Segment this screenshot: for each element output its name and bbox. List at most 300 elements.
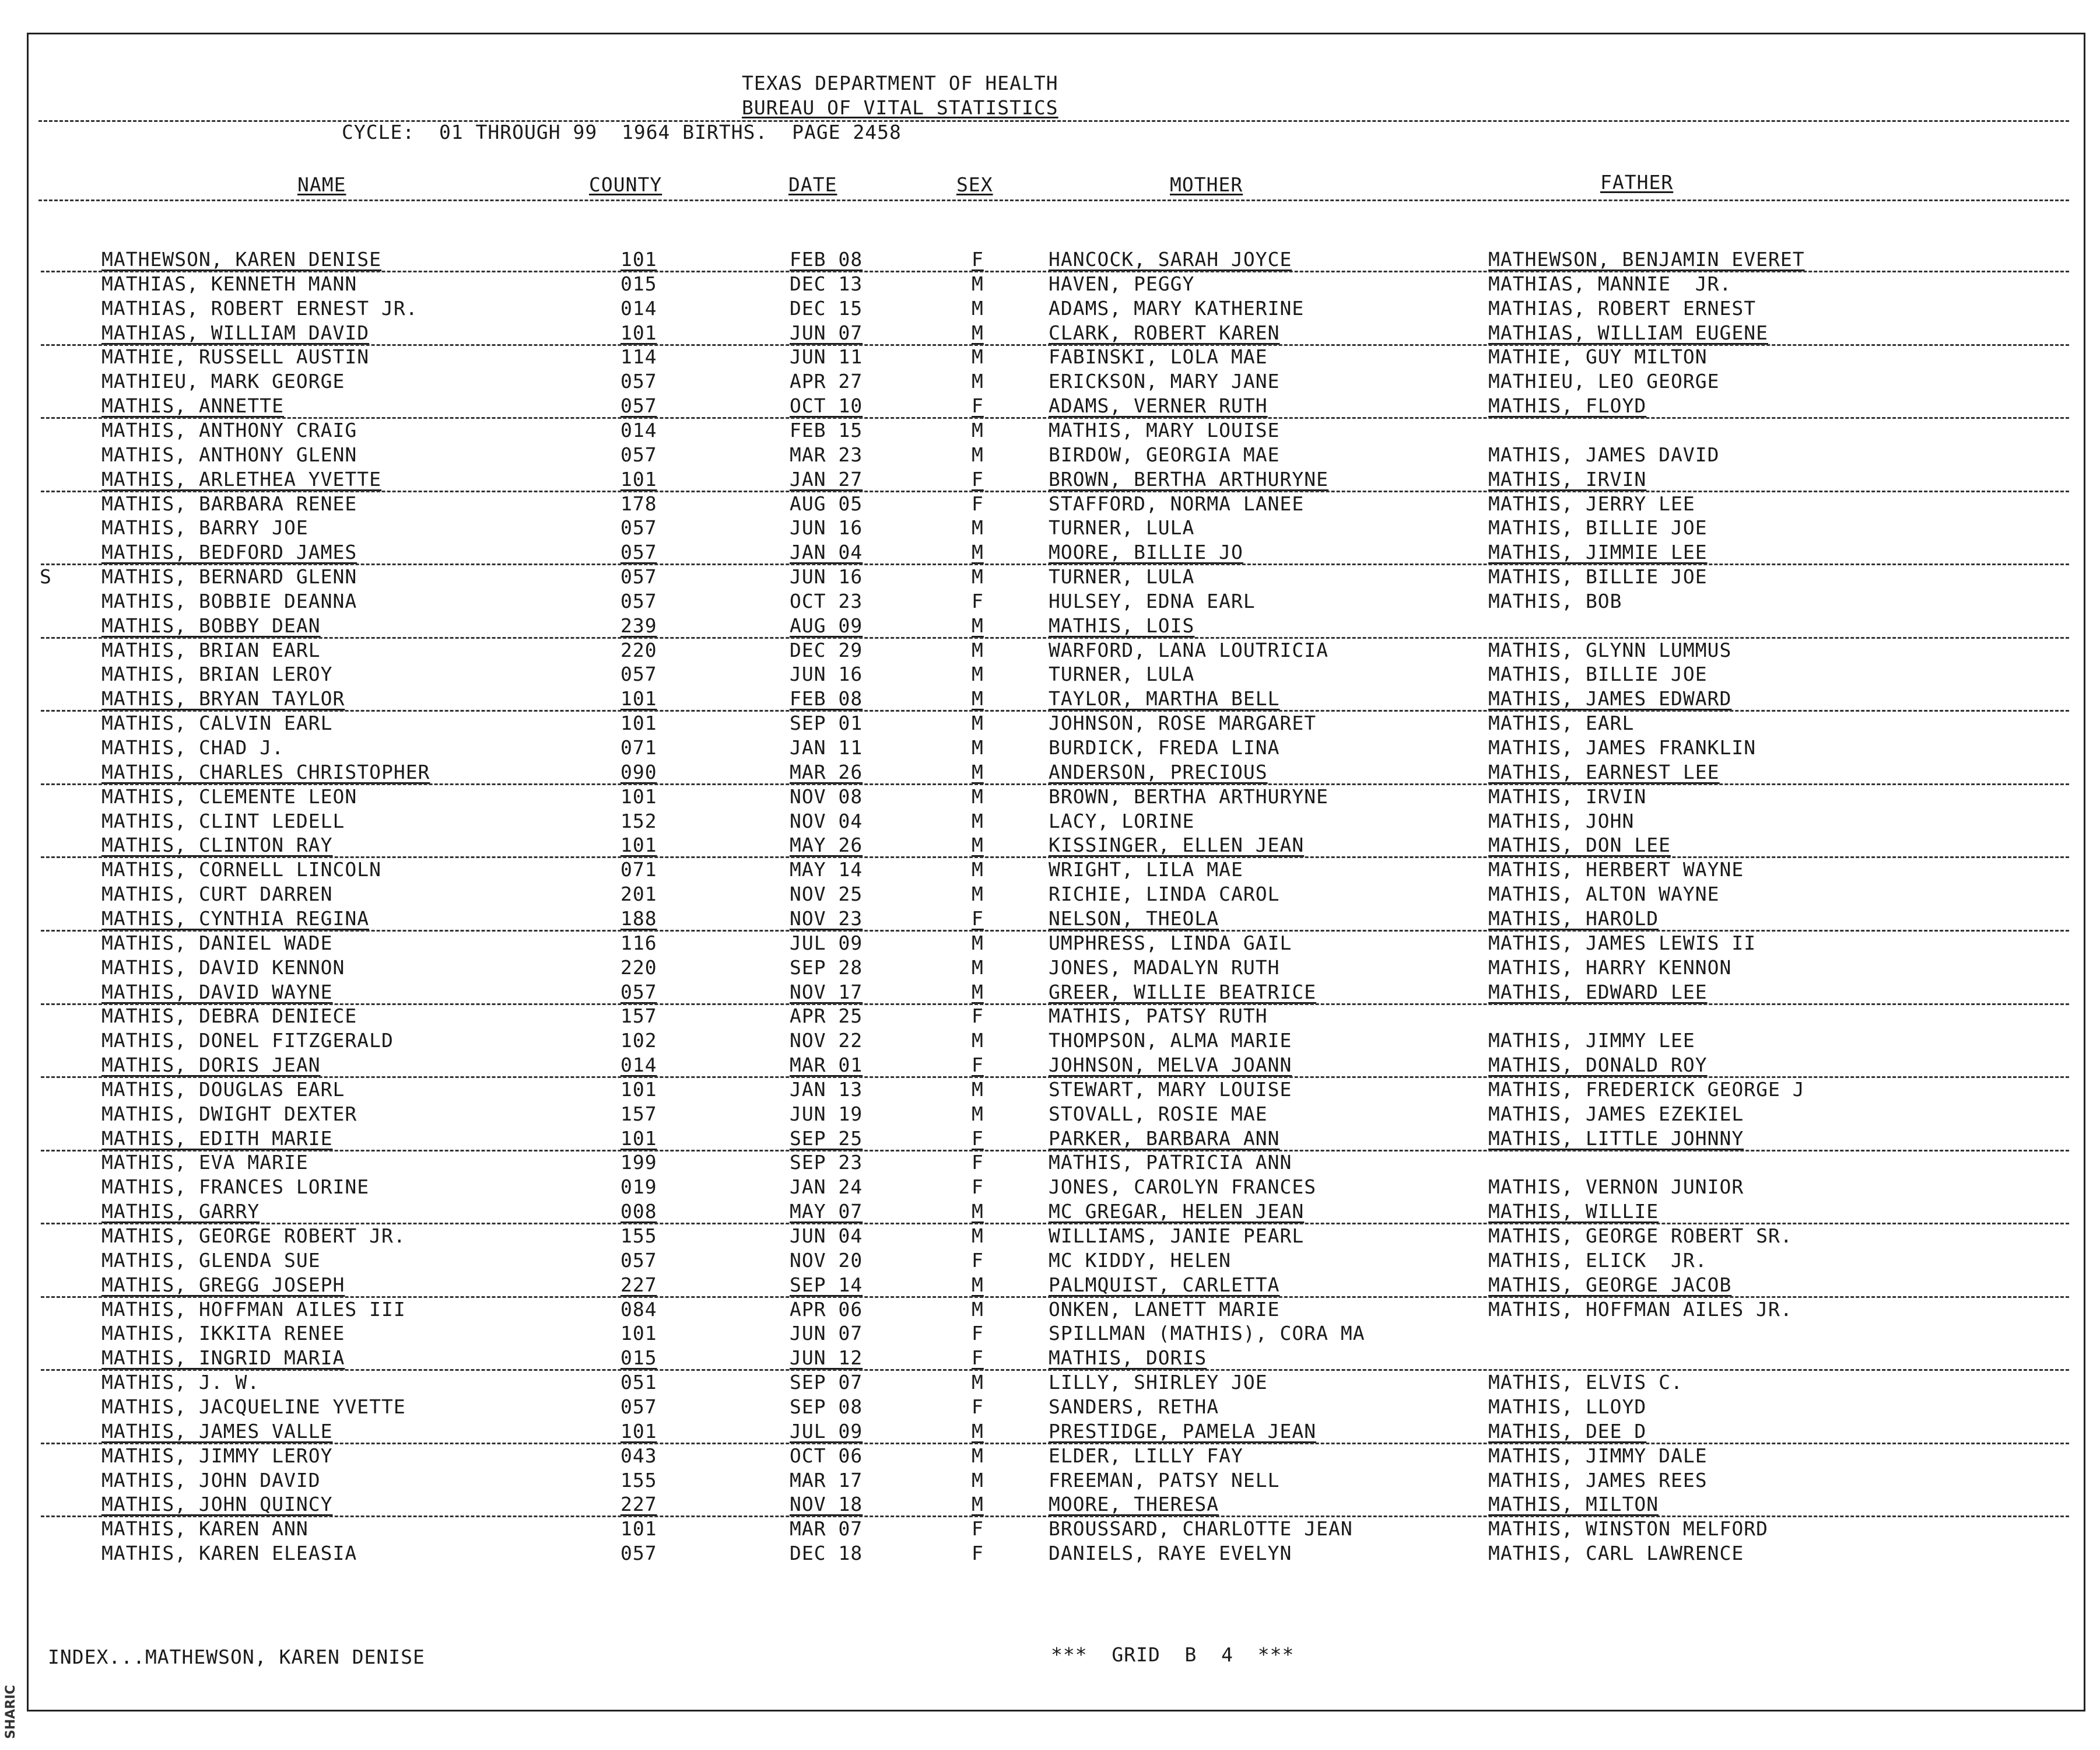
- record-date: JAN 24: [790, 1175, 863, 1198]
- record-date: MAR 23: [790, 443, 863, 466]
- record-name: MATHIS, GEORGE ROBERT JR.: [101, 1224, 406, 1247]
- record-date: SEP 01: [790, 712, 863, 734]
- record-county: 178: [620, 492, 657, 515]
- record-mother: MOORE, THERESA: [1049, 1493, 1219, 1516]
- record-mother: WILLIAMS, JANIE PEARL: [1049, 1224, 1305, 1247]
- record-county: 101: [620, 1322, 657, 1345]
- table-row: [0, 1199, 2100, 1223]
- record-name: MATHIS, CORNELL LINCOLN: [101, 858, 381, 881]
- record-date: NOV 22: [790, 1029, 863, 1052]
- record-date: JUN 11: [790, 345, 863, 368]
- record-date: JAN 27: [790, 468, 863, 491]
- record-sex: M: [972, 663, 984, 685]
- record-mother: THOMPSON, ALMA MARIE: [1049, 1029, 1292, 1052]
- record-mother: HULSEY, EDNA EARL: [1049, 590, 1256, 612]
- record-name: MATHIS, CLINTON RAY: [101, 834, 333, 856]
- record-county: 057: [620, 1542, 657, 1564]
- record-mother: RICHIE, LINDA CAROL: [1049, 883, 1280, 905]
- record-name: MATHIS, JIMMY LEROY: [101, 1444, 333, 1467]
- record-mother: MC GREGAR, HELEN JEAN: [1049, 1200, 1305, 1223]
- table-row: [0, 907, 2100, 930]
- record-father: MATHIS, EARNEST LEE: [1488, 761, 1720, 783]
- record-sex: M: [972, 321, 984, 344]
- record-name: MATHIS, BRYAN TAYLOR: [101, 687, 345, 710]
- record-father: MATHIE, GUY MILTON: [1488, 345, 1708, 368]
- record-sex: F: [972, 1127, 984, 1150]
- record-county: 057: [620, 394, 657, 417]
- record-father: MATHIS, MILTON: [1488, 1493, 1659, 1516]
- table-row: [0, 931, 2100, 955]
- table-row: [0, 1004, 2100, 1028]
- record-county: 008: [620, 1200, 657, 1223]
- record-sex: M: [972, 1273, 984, 1296]
- record-county: 101: [620, 1078, 657, 1101]
- record-sex: M: [972, 443, 984, 466]
- table-row: [0, 540, 2100, 564]
- record-mother: BROUSSARD, CHARLOTTE JEAN: [1049, 1517, 1353, 1540]
- record-sex: M: [972, 687, 984, 710]
- record-name: MATHIS, IKKITA RENEE: [101, 1322, 345, 1345]
- record-mother: JOHNSON, ROSE MARGARET: [1049, 712, 1317, 734]
- record-date: DEC 18: [790, 1542, 863, 1564]
- record-date: MAR 17: [790, 1469, 863, 1492]
- table-row: [0, 516, 2100, 540]
- record-county: 199: [620, 1151, 657, 1174]
- record-mother: STOVALL, ROSIE MAE: [1049, 1102, 1268, 1125]
- record-mother: MATHIS, PATSY RUTH: [1049, 1005, 1268, 1027]
- record-county: 057: [620, 981, 657, 1003]
- table-row: [0, 614, 2100, 638]
- record-date: SEP 28: [790, 956, 863, 979]
- record-county: 188: [620, 907, 657, 930]
- grid-footer: *** GRID B 4 ***: [1051, 1643, 1295, 1666]
- record-county: 157: [620, 1005, 657, 1027]
- record-sex: M: [972, 883, 984, 905]
- record-sex: M: [972, 1078, 984, 1101]
- table-row: [0, 565, 2100, 589]
- record-county: 101: [620, 468, 657, 491]
- record-father: MATHIS, GLYNN LUMMUS: [1488, 639, 1732, 662]
- record-date: MAY 14: [790, 858, 863, 881]
- record-mother: FABINSKI, LOLA MAE: [1049, 345, 1268, 368]
- record-sex: M: [972, 419, 984, 442]
- table-row: [0, 443, 2100, 467]
- record-date: FEB 08: [790, 687, 863, 710]
- record-name: MATHIS, BRIAN EARL: [101, 639, 321, 662]
- record-date: APR 27: [790, 370, 863, 393]
- record-father: MATHIS, HOFFMAN AILES JR.: [1488, 1298, 1793, 1321]
- record-sex: F: [972, 1322, 984, 1345]
- record-county: 015: [620, 1346, 657, 1369]
- record-sex: M: [972, 1224, 984, 1247]
- table-row: [0, 467, 2100, 491]
- record-father: MATHIS, ELICK JR.: [1488, 1249, 1708, 1272]
- table-row: [0, 1150, 2100, 1174]
- column-header-mother: MOTHER: [1170, 173, 1243, 196]
- record-sex: M: [972, 565, 984, 588]
- record-mother: TURNER, LULA: [1049, 565, 1195, 588]
- record-mother: TURNER, LULA: [1049, 516, 1195, 539]
- table-row: [0, 1273, 2100, 1297]
- record-sex: M: [972, 1029, 984, 1052]
- record-county: 227: [620, 1273, 657, 1296]
- record-date: JAN 13: [790, 1078, 863, 1101]
- record-county: 201: [620, 883, 657, 905]
- record-mother: MOORE, BILLIE JO: [1049, 541, 1243, 564]
- record-name: MATHIS, EDITH MARIE: [101, 1127, 333, 1150]
- record-county: 101: [620, 712, 657, 734]
- record-mother: TAYLOR, MARTHA BELL: [1049, 687, 1280, 710]
- record-father: MATHIS, FLOYD: [1488, 394, 1647, 417]
- record-name: MATHIS, DWIGHT DEXTER: [101, 1102, 357, 1125]
- column-header-father: FATHER: [1600, 171, 1674, 194]
- record-mother: JONES, CAROLYN FRANCES: [1049, 1175, 1317, 1198]
- record-county: 057: [620, 370, 657, 393]
- record-date: JUN 12: [790, 1346, 863, 1369]
- record-father: MATHIS, DEE D: [1488, 1420, 1647, 1443]
- record-name: MATHIS, DORIS JEAN: [101, 1054, 321, 1076]
- record-county: 057: [620, 516, 657, 539]
- record-father: MATHIS, BILLIE JOE: [1488, 663, 1708, 685]
- record-father: MATHIS, JIMMY DALE: [1488, 1444, 1708, 1467]
- record-county: 014: [620, 1054, 657, 1076]
- record-date: SEP 25: [790, 1127, 863, 1150]
- record-county: 157: [620, 1102, 657, 1125]
- record-county: 015: [620, 272, 657, 295]
- record-sex: F: [972, 1005, 984, 1027]
- record-father: MATHIS, EARL: [1488, 712, 1635, 734]
- record-sex: F: [972, 1151, 984, 1174]
- table-row: [0, 736, 2100, 760]
- table-row: [0, 1370, 2100, 1394]
- table-row: [0, 809, 2100, 833]
- record-father: MATHIS, WILLIE: [1488, 1200, 1659, 1223]
- record-father: MATHIS, ELVIS C.: [1488, 1371, 1683, 1394]
- record-mother: SANDERS, RETHA: [1049, 1395, 1219, 1418]
- record-name: MATHIS, DAVID WAYNE: [101, 981, 333, 1003]
- column-header-county: COUNTY: [589, 173, 662, 196]
- record-mother: MATHIS, LOIS: [1049, 614, 1195, 637]
- record-name: MATHIS, ANNETTE: [101, 394, 285, 417]
- record-county: 071: [620, 736, 657, 759]
- table-row: [0, 1053, 2100, 1077]
- record-name: MATHIS, CLEMENTE LEON: [101, 785, 357, 808]
- table-row: [0, 492, 2100, 516]
- table-row: [0, 321, 2100, 345]
- record-date: JUL 09: [790, 1420, 863, 1443]
- record-date: JUN 19: [790, 1102, 863, 1125]
- record-name: MATHIS, INGRID MARIA: [101, 1346, 345, 1369]
- record-sex: M: [972, 1469, 984, 1492]
- record-county: 116: [620, 932, 657, 954]
- record-sex: M: [972, 858, 984, 881]
- record-father: MATHIS, GEORGE JACOB: [1488, 1273, 1732, 1296]
- record-county: 014: [620, 419, 657, 442]
- record-date: MAR 01: [790, 1054, 863, 1076]
- table-row: [0, 858, 2100, 881]
- table-row: [0, 1077, 2100, 1101]
- record-sex: M: [972, 541, 984, 564]
- record-sex: M: [972, 272, 984, 295]
- table-row: [0, 345, 2100, 369]
- record-father: MATHIS, LLOYD: [1488, 1395, 1647, 1418]
- record-date: JUL 09: [790, 932, 863, 954]
- record-county: 057: [620, 663, 657, 685]
- record-father: MATHIS, EDWARD LEE: [1488, 981, 1708, 1003]
- margin-stamp: SHARIC: [3, 1685, 18, 1740]
- record-name: MATHIS, FRANCES LORINE: [101, 1175, 370, 1198]
- record-father: MATHIS, BOB: [1488, 590, 1622, 612]
- record-mother: GREER, WILLIE BEATRICE: [1049, 981, 1317, 1003]
- record-county: 071: [620, 858, 657, 881]
- table-row: [0, 956, 2100, 979]
- record-name: MATHIS, DANIEL WADE: [101, 932, 333, 954]
- record-name: MATHIAS, ROBERT ERNEST JR.: [101, 297, 418, 320]
- record-father: MATHIS, GEORGE ROBERT SR.: [1488, 1224, 1793, 1247]
- column-header-name: NAME: [297, 173, 346, 196]
- record-mother: ERICKSON, MARY JANE: [1049, 370, 1280, 393]
- table-row: [0, 1297, 2100, 1321]
- record-county: 014: [620, 297, 657, 320]
- record-county: 101: [620, 1127, 657, 1150]
- record-sex: M: [972, 1420, 984, 1443]
- record-date: MAR 26: [790, 761, 863, 783]
- table-row: [0, 1492, 2100, 1516]
- record-father: MATHIS, JERRY LEE: [1488, 492, 1695, 515]
- record-name: MATHIS, BARBARA RENEE: [101, 492, 357, 515]
- record-father: MATHIAS, WILLIAM EUGENE: [1488, 321, 1768, 344]
- table-row: [0, 833, 2100, 857]
- record-father: MATHIS, DON LEE: [1488, 834, 1671, 856]
- record-date: OCT 10: [790, 394, 863, 417]
- record-sex: F: [972, 1054, 984, 1076]
- record-name: MATHIS, DOUGLAS EARL: [101, 1078, 345, 1101]
- record-father: MATHIS, IRVIN: [1488, 468, 1647, 491]
- record-father: MATHIAS, ROBERT ERNEST: [1488, 297, 1757, 320]
- record-county: 155: [620, 1469, 657, 1492]
- record-sex: F: [972, 1517, 984, 1540]
- record-date: APR 25: [790, 1005, 863, 1027]
- record-father: MATHIS, JIMMY LEE: [1488, 1029, 1695, 1052]
- record-mother: FREEMAN, PATSY NELL: [1049, 1469, 1280, 1492]
- record-name: MATHIS, CYNTHIA REGINA: [101, 907, 370, 930]
- record-date: NOV 17: [790, 981, 863, 1003]
- record-mother: STAFFORD, NORMA LANEE: [1049, 492, 1305, 515]
- record-name: MATHIS, J. W.: [101, 1371, 260, 1394]
- table-row: [0, 1517, 2100, 1541]
- record-date: NOV 20: [790, 1249, 863, 1272]
- record-name: MATHIS, JOHN QUINCY: [101, 1493, 333, 1516]
- record-mother: MATHIS, DORIS: [1049, 1346, 1207, 1369]
- bureau-title: BUREAU OF VITAL STATISTICS: [742, 96, 1058, 119]
- record-date: SEP 23: [790, 1151, 863, 1174]
- record-date: DEC 15: [790, 297, 863, 320]
- record-sex: M: [972, 1102, 984, 1125]
- record-mother: BURDICK, FREDA LINA: [1049, 736, 1280, 759]
- record-sex: F: [972, 1175, 984, 1198]
- record-date: MAY 26: [790, 834, 863, 856]
- record-mother: ONKEN, LANETT MARIE: [1049, 1298, 1280, 1321]
- record-name: MATHIS, DEBRA DENIECE: [101, 1005, 357, 1027]
- record-sex: F: [972, 1249, 984, 1272]
- record-name: MATHIS, ANTHONY GLENN: [101, 443, 357, 466]
- table-row: [0, 1468, 2100, 1492]
- record-date: OCT 23: [790, 590, 863, 612]
- record-sex: F: [972, 590, 984, 612]
- table-row: [0, 785, 2100, 808]
- record-father: MATHIS, JAMES FRANKLIN: [1488, 736, 1757, 759]
- record-father: MATHIS, HERBERT WAYNE: [1488, 858, 1744, 881]
- record-name: MATHIS, JAMES VALLE: [101, 1420, 333, 1443]
- table-row: [0, 1395, 2100, 1419]
- record-sex: F: [972, 492, 984, 515]
- record-sex: F: [972, 907, 984, 930]
- record-county: 057: [620, 1249, 657, 1272]
- table-row: [0, 1541, 2100, 1565]
- record-mother: PALMQUIST, CARLETTA: [1049, 1273, 1280, 1296]
- column-header-sex: SEX: [956, 173, 993, 196]
- record-name: MATHIS, JACQUELINE YVETTE: [101, 1395, 406, 1418]
- record-mother: BIRDOW, GEORGIA MAE: [1049, 443, 1280, 466]
- record-mother: MATHIS, PATRICIA ANN: [1049, 1151, 1292, 1174]
- record-county: 101: [620, 687, 657, 710]
- record-name: MATHIS, BERNARD GLENN: [101, 565, 357, 588]
- record-mark: S: [40, 565, 52, 588]
- record-sex: M: [972, 834, 984, 856]
- record-sex: M: [972, 956, 984, 979]
- record-name: MATHIS, BEDFORD JAMES: [101, 541, 357, 564]
- record-name: MATHIS, BRIAN LEROY: [101, 663, 333, 685]
- table-row: [0, 247, 2100, 271]
- record-name: MATHIS, GREGG JOSEPH: [101, 1273, 345, 1296]
- record-mother: SPILLMAN (MATHIS), CORA MA: [1049, 1322, 1365, 1345]
- record-date: JUN 16: [790, 663, 863, 685]
- record-name: MATHIS, GARRY: [101, 1200, 260, 1223]
- record-father: MATHIS, BILLIE JOE: [1488, 565, 1708, 588]
- record-father: MATHIS, JAMES LEWIS II: [1488, 932, 1757, 954]
- record-name: MATHIS, CHAD J.: [101, 736, 285, 759]
- record-name: MATHIS, DAVID KENNON: [101, 956, 345, 979]
- record-name: MATHIS, CHARLES CHRISTOPHER: [101, 761, 430, 783]
- record-father: MATHIS, JAMES REES: [1488, 1469, 1708, 1492]
- record-mother: ANDERSON, PRECIOUS: [1049, 761, 1268, 783]
- record-sex: M: [972, 761, 984, 783]
- record-name: MATHIS, KAREN ELEASIA: [101, 1542, 357, 1564]
- record-county: 057: [620, 541, 657, 564]
- record-mother: STEWART, MARY LOUISE: [1049, 1078, 1292, 1101]
- record-name: MATHIAS, KENNETH MANN: [101, 272, 357, 295]
- table-row: [0, 1444, 2100, 1468]
- record-mother: KISSINGER, ELLEN JEAN: [1049, 834, 1305, 856]
- record-date: SEP 14: [790, 1273, 863, 1296]
- record-mother: JOHNSON, MELVA JOANN: [1049, 1054, 1292, 1076]
- record-mother: MC KIDDY, HELEN: [1049, 1249, 1232, 1272]
- record-county: 101: [620, 321, 657, 344]
- table-row: [0, 418, 2100, 442]
- record-sex: M: [972, 516, 984, 539]
- record-mother: TURNER, LULA: [1049, 663, 1195, 685]
- record-county: 051: [620, 1371, 657, 1394]
- index-footer: INDEX...MATHEWSON, KAREN DENISE: [48, 1646, 425, 1668]
- record-mother: BROWN, BERTHA ARTHURYNE: [1049, 468, 1328, 491]
- record-sex: F: [972, 1346, 984, 1369]
- record-sex: F: [972, 248, 984, 271]
- table-row: [0, 394, 2100, 418]
- record-mother: WRIGHT, LILA MAE: [1049, 858, 1243, 881]
- record-father: MATHIS, JAMES EDWARD: [1488, 687, 1732, 710]
- record-father: MATHIS, JAMES DAVID: [1488, 443, 1720, 466]
- record-sex: F: [972, 468, 984, 491]
- record-father: MATHIS, BILLIE JOE: [1488, 516, 1708, 539]
- record-father: MATHIS, IRVIN: [1488, 785, 1647, 808]
- record-mother: LACY, LORINE: [1049, 810, 1195, 832]
- table-row: [0, 638, 2100, 662]
- record-county: 227: [620, 1493, 657, 1516]
- record-name: MATHIS, CURT DARREN: [101, 883, 333, 905]
- record-county: 152: [620, 810, 657, 832]
- record-sex: M: [972, 810, 984, 832]
- record-name: MATHIS, JOHN DAVID: [101, 1469, 321, 1492]
- record-father: MATHIS, VERNON JUNIOR: [1488, 1175, 1744, 1198]
- table-row: [0, 760, 2100, 784]
- record-date: FEB 15: [790, 419, 863, 442]
- record-date: DEC 13: [790, 272, 863, 295]
- record-sex: M: [972, 614, 984, 637]
- record-sex: F: [972, 1395, 984, 1418]
- record-mother: ADAMS, MARY KATHERINE: [1049, 297, 1305, 320]
- record-sex: F: [972, 394, 984, 417]
- record-county: 057: [620, 1395, 657, 1418]
- table-row: [0, 1126, 2100, 1150]
- record-date: NOV 08: [790, 785, 863, 808]
- record-county: 101: [620, 834, 657, 856]
- record-father: MATHEWSON, BENJAMIN EVERET: [1488, 248, 1805, 271]
- record-mother: PRESTIDGE, PAMELA JEAN: [1049, 1420, 1317, 1443]
- record-name: MATHIS, DONEL FITZGERALD: [101, 1029, 394, 1052]
- record-county: 101: [620, 785, 657, 808]
- record-date: MAR 07: [790, 1517, 863, 1540]
- record-sex: M: [972, 1493, 984, 1516]
- record-date: SEP 08: [790, 1395, 863, 1418]
- record-name: MATHIE, RUSSELL AUSTIN: [101, 345, 370, 368]
- cycle-line: CYCLE: 01 THROUGH 99 1964 BIRTHS. PAGE 2458: [342, 121, 902, 144]
- record-father: MATHIEU, LEO GEORGE: [1488, 370, 1720, 393]
- record-county: 043: [620, 1444, 657, 1467]
- table-row: [0, 882, 2100, 906]
- table-row: [0, 662, 2100, 686]
- record-name: MATHIS, CLINT LEDELL: [101, 810, 345, 832]
- record-county: 019: [620, 1175, 657, 1198]
- record-name: MATHIAS, WILLIAM DAVID: [101, 321, 370, 344]
- table-row: [0, 980, 2100, 1004]
- record-county: 114: [620, 345, 657, 368]
- record-sex: M: [972, 932, 984, 954]
- record-date: FEB 08: [790, 248, 863, 271]
- table-row: [0, 1248, 2100, 1272]
- table-row: [0, 1419, 2100, 1443]
- record-sex: M: [972, 1298, 984, 1321]
- record-name: MATHIS, EVA MARIE: [101, 1151, 308, 1174]
- record-sex: M: [972, 370, 984, 393]
- record-name: MATHEWSON, KAREN DENISE: [101, 248, 381, 271]
- record-sex: M: [972, 1444, 984, 1467]
- table-row: [0, 1321, 2100, 1345]
- record-county: 101: [620, 1517, 657, 1540]
- column-header-date: DATE: [788, 173, 837, 196]
- record-date: NOV 25: [790, 883, 863, 905]
- table-row: [0, 589, 2100, 613]
- record-county: 057: [620, 443, 657, 466]
